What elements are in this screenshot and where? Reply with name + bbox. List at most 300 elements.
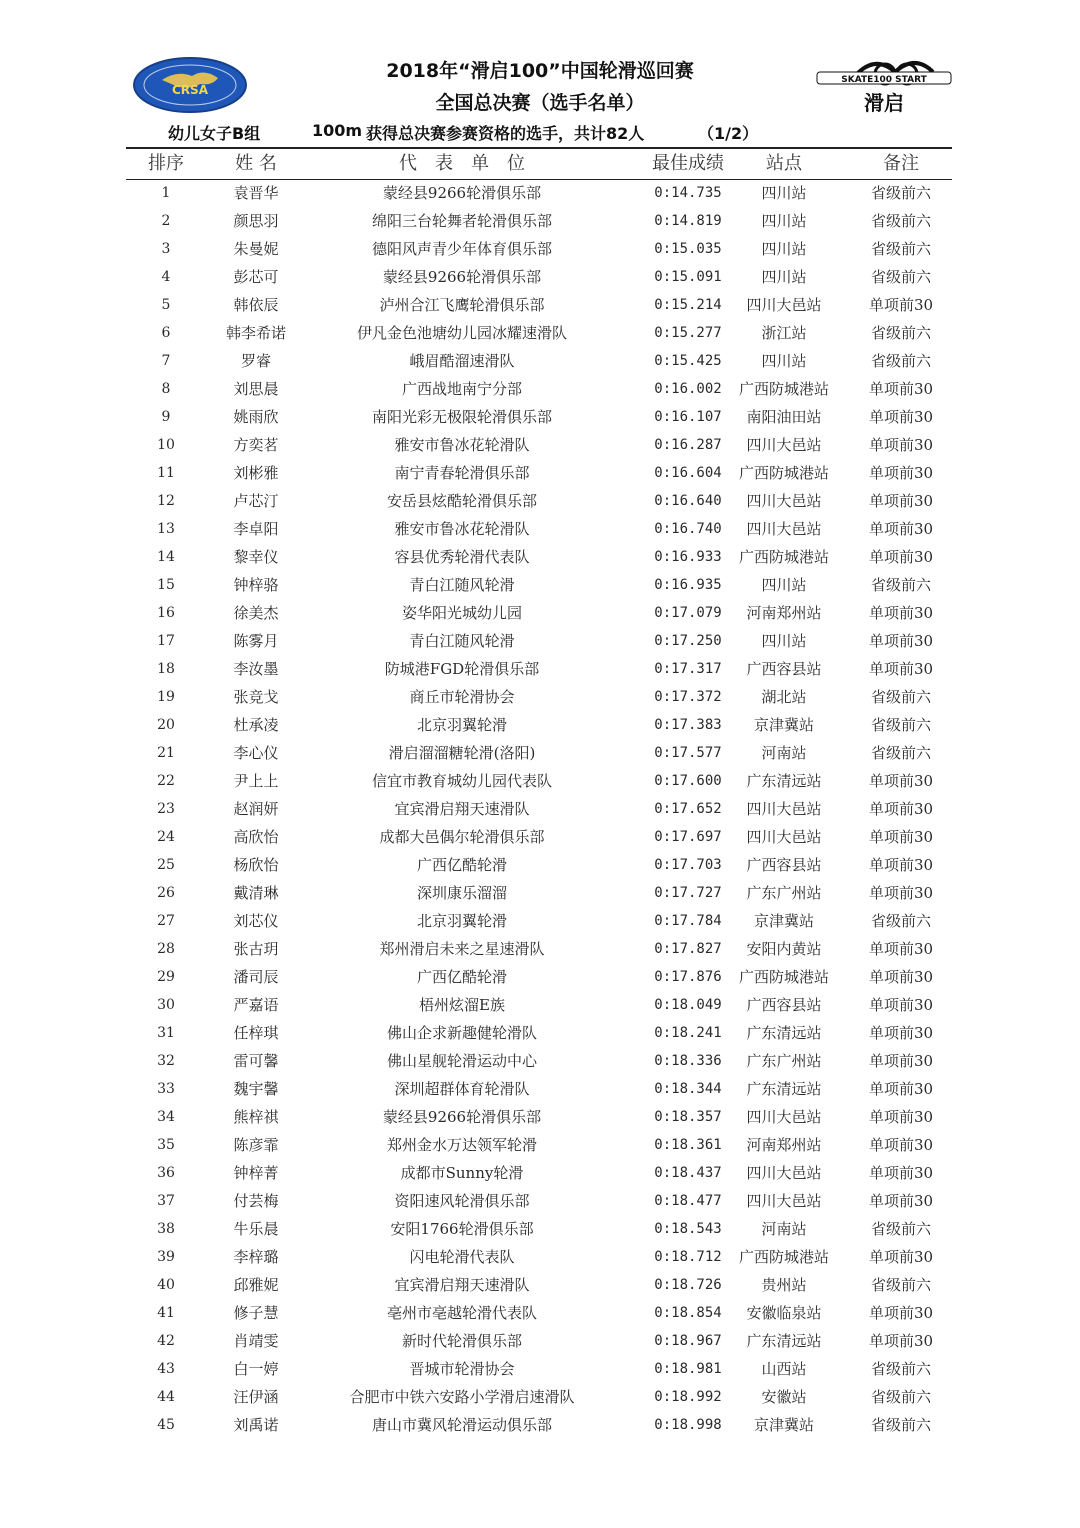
best-time-cell: 0:18.726 (654, 1277, 722, 1293)
rank-cell: 36 (157, 1165, 175, 1181)
column-header-rank: 排序 (148, 153, 184, 174)
station-cell: 广西容县站 (746, 856, 822, 874)
name-cell: 钟梓骆 (233, 576, 279, 594)
station-cell: 广东清远站 (746, 1024, 822, 1042)
best-time-cell: 0:17.727 (654, 885, 722, 901)
rank-cell: 11 (157, 465, 175, 481)
station-cell: 京津冀站 (753, 912, 814, 930)
name-cell: 张竞戈 (233, 688, 279, 706)
unit-cell: 青白江随风轮滑 (409, 632, 515, 650)
rank-cell: 2 (161, 213, 171, 229)
rank-cell: 17 (157, 633, 175, 649)
station-cell: 河南站 (761, 1220, 807, 1238)
unit-cell: 蒙经县9266轮滑俱乐部 (382, 268, 542, 286)
table-row (126, 179, 952, 207)
unit-cell: 雅安市鲁冰花轮滑队 (394, 436, 530, 454)
name-cell: 黎幸仪 (233, 548, 279, 566)
station-cell: 广东广州站 (746, 1052, 822, 1070)
table-row (126, 991, 952, 1019)
rank-cell: 1 (161, 185, 171, 201)
station-cell: 广西防城港站 (738, 464, 829, 482)
remark-cell: 单项前30 (868, 1192, 934, 1210)
table-row (126, 627, 952, 655)
best-time-cell: 0:18.336 (654, 1053, 722, 1069)
rank-cell: 20 (157, 717, 175, 733)
rank-cell: 30 (157, 997, 175, 1013)
remark-cell: 单项前30 (868, 464, 934, 482)
remark-cell: 单项前30 (868, 492, 934, 510)
unit-cell: 梧州炫溜E族 (419, 996, 505, 1014)
unit-cell: 安岳县炫酷轮滑俱乐部 (386, 492, 537, 510)
name-cell: 任梓琪 (233, 1024, 279, 1042)
station-cell: 四川大邑站 (746, 1164, 822, 1182)
name-cell: 汪伊涵 (233, 1388, 279, 1406)
remark-cell: 单项前30 (868, 884, 934, 902)
best-time-cell: 0:17.600 (654, 773, 722, 789)
remark-cell: 单项前30 (868, 1108, 934, 1126)
unit-cell: 绵阳三台轮舞者轮滑俱乐部 (371, 212, 552, 230)
rank-cell: 43 (157, 1361, 175, 1377)
table-row (126, 291, 952, 319)
table-row (126, 487, 952, 515)
name-cell: 杜承凌 (233, 716, 279, 734)
rank-cell: 26 (157, 885, 175, 901)
unit-cell: 信宜市教育城幼儿园代表队 (371, 772, 552, 790)
unit-cell: 青白江随风轮滑 (409, 576, 515, 594)
station-cell: 四川大邑站 (746, 520, 822, 538)
name-cell: 陈雾月 (233, 632, 279, 650)
remark-cell: 单项前30 (868, 436, 934, 454)
rank-cell: 5 (161, 297, 171, 313)
crsa-logo-text: CRSA (172, 83, 208, 97)
remark-cell: 单项前30 (868, 772, 934, 790)
best-time-cell: 0:15.277 (654, 325, 722, 341)
remark-cell: 省级前六 (870, 1276, 931, 1294)
remark-cell: 省级前六 (870, 1220, 931, 1238)
best-time-cell: 0:14.819 (654, 213, 722, 229)
remark-cell: 省级前六 (870, 576, 931, 594)
name-cell: 李卓阳 (233, 520, 279, 538)
unit-cell: 滑启溜溜糖轮滑(洛阳) (388, 744, 536, 762)
unit-cell: 商丘市轮滑协会 (409, 688, 515, 706)
table-row (126, 1327, 952, 1355)
table-row (126, 1131, 952, 1159)
station-cell: 四川大邑站 (746, 828, 822, 846)
name-cell: 陈彦霏 (233, 1136, 279, 1154)
rank-cell: 7 (161, 353, 171, 369)
station-cell: 四川站 (761, 240, 807, 258)
name-cell: 魏宇馨 (233, 1080, 279, 1098)
rank-cell: 42 (157, 1333, 175, 1349)
name-cell: 邱雅妮 (233, 1276, 279, 1294)
table-row (126, 319, 952, 347)
unit-cell: 蒙经县9266轮滑俱乐部 (382, 184, 542, 202)
remark-cell: 单项前30 (868, 1024, 934, 1042)
table-row (126, 235, 952, 263)
skate100-logo-cn: 滑启 (864, 91, 904, 115)
table-row (126, 823, 952, 851)
name-cell: 白一婷 (233, 1360, 279, 1378)
unit-cell: 佛山企求新趣健轮滑队 (386, 1024, 537, 1042)
name-cell: 刘彬雅 (233, 464, 279, 482)
table-row (126, 571, 952, 599)
column-header-best: 最佳成绩 (652, 153, 724, 174)
remark-cell: 省级前六 (870, 1416, 931, 1434)
name-cell: 潘司辰 (233, 968, 279, 986)
name-cell: 牛乐晨 (233, 1220, 279, 1238)
best-time-cell: 0:14.735 (654, 185, 722, 201)
unit-cell: 成都市Sunny轮滑 (400, 1164, 524, 1182)
table-row (126, 431, 952, 459)
rank-cell: 18 (157, 661, 175, 677)
rank-cell: 25 (157, 857, 175, 873)
column-header-name: 姓 名 (235, 153, 277, 174)
remark-cell: 单项前30 (868, 520, 934, 538)
table-row (126, 403, 952, 431)
unit-cell: 北京羽翼轮滑 (416, 912, 507, 930)
unit-cell: 安阳1766轮滑俱乐部 (390, 1220, 534, 1238)
remark-cell: 省级前六 (870, 688, 931, 706)
rank-cell: 28 (157, 941, 175, 957)
station-cell: 京津冀站 (753, 716, 814, 734)
rank-cell: 9 (161, 409, 171, 425)
results-table (126, 179, 952, 1439)
best-time-cell: 0:18.712 (654, 1249, 722, 1265)
name-cell: 卢芯汀 (233, 492, 279, 510)
name-cell: 彭芯可 (233, 268, 279, 286)
best-time-cell: 0:15.425 (654, 353, 722, 369)
remark-cell: 省级前六 (870, 324, 931, 342)
rank-cell: 44 (157, 1389, 175, 1405)
station-cell: 山西站 (761, 1360, 807, 1378)
station-cell: 四川站 (761, 576, 807, 594)
rank-cell: 13 (157, 521, 175, 537)
table-row (126, 1019, 952, 1047)
rank-cell: 40 (157, 1277, 175, 1293)
event-name: 100m (312, 121, 363, 140)
remark-cell: 省级前六 (870, 184, 931, 202)
name-cell: 肖靖雯 (233, 1332, 279, 1350)
name-cell: 严嘉语 (233, 996, 279, 1014)
remark-cell: 单项前30 (868, 856, 934, 874)
best-time-cell: 0:18.477 (654, 1193, 722, 1209)
station-cell: 四川大邑站 (746, 1192, 822, 1210)
remark-cell: 单项前30 (868, 1052, 934, 1070)
name-cell: 袁晋华 (233, 184, 279, 202)
best-time-cell: 0:17.250 (654, 633, 722, 649)
rank-cell: 4 (161, 269, 171, 285)
best-time-cell: 0:16.002 (654, 381, 722, 397)
name-cell: 李心仪 (233, 744, 279, 762)
remark-cell: 单项前30 (868, 296, 934, 314)
table-row (126, 1159, 952, 1187)
rank-cell: 8 (161, 381, 171, 397)
station-cell: 四川站 (761, 184, 807, 202)
station-cell: 广东广州站 (746, 884, 822, 902)
column-header-station: 站点 (766, 153, 802, 174)
rank-cell: 15 (157, 577, 175, 593)
unit-cell: 伊凡金色池塘幼儿园冰耀速滑队 (356, 324, 567, 342)
remark-cell: 单项前30 (868, 940, 934, 958)
station-cell: 四川大邑站 (746, 436, 822, 454)
remark-cell: 单项前30 (868, 1304, 934, 1322)
remark-cell: 单项前30 (868, 1164, 934, 1182)
station-cell: 贵州站 (761, 1276, 807, 1294)
table-row (126, 1383, 952, 1411)
best-time-cell: 0:16.640 (654, 493, 722, 509)
best-time-cell: 0:16.604 (654, 465, 722, 481)
station-cell: 广西容县站 (746, 996, 822, 1014)
name-cell: 刘禹诺 (233, 1416, 279, 1434)
rank-cell: 29 (157, 969, 175, 985)
table-row (126, 963, 952, 991)
rank-cell: 38 (157, 1221, 175, 1237)
best-time-cell: 0:18.967 (654, 1333, 722, 1349)
unit-cell: 峨眉酷溜速滑队 (409, 352, 515, 370)
remark-cell: 单项前30 (868, 632, 934, 650)
rank-cell: 33 (157, 1081, 175, 1097)
station-cell: 广西防城港站 (738, 968, 829, 986)
rank-cell: 10 (157, 437, 175, 453)
best-time-cell: 0:17.703 (654, 857, 722, 873)
remark-cell: 单项前30 (868, 996, 934, 1014)
name-cell: 尹上上 (233, 772, 279, 790)
unit-cell: 深圳康乐溜溜 (416, 884, 507, 902)
remark-cell: 省级前六 (870, 268, 931, 286)
unit-cell: 深圳超群体育轮滑队 (394, 1080, 530, 1098)
best-time-cell: 0:16.287 (654, 437, 722, 453)
station-cell: 四川站 (761, 352, 807, 370)
table-row (126, 599, 952, 627)
table-row (126, 1271, 952, 1299)
best-time-cell: 0:16.933 (654, 549, 722, 565)
table-row (126, 1075, 952, 1103)
name-cell: 雷可馨 (233, 1052, 279, 1070)
name-cell: 李汝墨 (233, 660, 279, 678)
best-time-cell: 0:18.241 (654, 1025, 722, 1041)
table-row (126, 767, 952, 795)
remark-cell: 单项前30 (868, 660, 934, 678)
station-cell: 河南站 (761, 744, 807, 762)
unit-cell: 新时代轮滑俱乐部 (401, 1332, 522, 1350)
rank-cell: 31 (157, 1025, 175, 1041)
best-time-cell: 0:18.992 (654, 1389, 722, 1405)
name-cell: 朱曼妮 (233, 240, 279, 258)
rank-cell: 37 (157, 1193, 175, 1209)
name-cell: 赵润妍 (233, 800, 279, 818)
best-time-cell: 0:17.577 (654, 745, 722, 761)
unit-cell: 宜宾滑启翔天速滑队 (394, 800, 530, 818)
best-time-cell: 0:16.740 (654, 521, 722, 537)
station-cell: 河南郑州站 (746, 604, 822, 622)
skate100-logo-text: SKATE100 START (841, 75, 927, 85)
station-cell: 广西防城港站 (738, 548, 829, 566)
name-cell: 杨欣怡 (233, 856, 279, 874)
name-cell: 修子慧 (233, 1304, 279, 1322)
remark-cell: 单项前30 (868, 1136, 934, 1154)
table-row (126, 711, 952, 739)
name-cell: 方奕茗 (233, 436, 279, 454)
name-cell: 戴清琳 (233, 884, 279, 902)
best-time-cell: 0:17.827 (654, 941, 722, 957)
name-cell: 钟梓菁 (233, 1164, 279, 1182)
unit-cell: 泸州合江飞鹰轮滑俱乐部 (379, 296, 545, 314)
table-row (126, 739, 952, 767)
station-cell: 四川站 (761, 268, 807, 286)
best-time-cell: 0:17.876 (654, 969, 722, 985)
station-cell: 广东清远站 (746, 772, 822, 790)
rank-cell: 14 (157, 549, 175, 565)
table-header (126, 150, 952, 178)
unit-cell: 广西战地南宁分部 (401, 380, 522, 398)
best-time-cell: 0:18.998 (654, 1417, 722, 1433)
unit-cell: 广西亿酷轮滑 (416, 968, 507, 986)
unit-cell: 郑州滑启未来之星速滑队 (379, 940, 545, 958)
best-time-cell: 0:16.935 (654, 577, 722, 593)
station-cell: 广东清远站 (746, 1080, 822, 1098)
remark-cell: 单项前30 (868, 408, 934, 426)
rank-cell: 32 (157, 1053, 175, 1069)
table-row (126, 543, 952, 571)
unit-cell: 南宁青春轮滑俱乐部 (394, 464, 530, 482)
unit-cell: 闪电轮滑代表队 (409, 1248, 515, 1266)
best-time-cell: 0:17.383 (654, 717, 722, 733)
rank-cell: 3 (161, 241, 171, 257)
remark-cell: 单项前30 (868, 800, 934, 818)
table-row (126, 1299, 952, 1327)
table-row (126, 1047, 952, 1075)
table-row (126, 1215, 952, 1243)
table-row (126, 459, 952, 487)
station-cell: 京津冀站 (753, 1416, 814, 1434)
unit-cell: 晋城市轮滑协会 (409, 1360, 515, 1378)
table-row (126, 683, 952, 711)
unit-cell: 郑州金水万达领军轮滑 (386, 1136, 537, 1154)
unit-cell: 南阳光彩无极限轮滑俱乐部 (371, 408, 552, 426)
unit-cell: 亳州市亳越轮滑代表队 (386, 1304, 537, 1322)
group-name: 幼儿女子B组 (168, 124, 261, 143)
station-cell: 南阳油田站 (746, 408, 822, 426)
station-cell: 广东清远站 (746, 1332, 822, 1350)
remark-cell: 单项前30 (868, 968, 934, 986)
rank-cell: 22 (157, 773, 175, 789)
name-cell: 罗睿 (240, 352, 271, 370)
remark-cell: 单项前30 (868, 828, 934, 846)
name-cell: 高欣怡 (233, 828, 279, 846)
best-time-cell: 0:17.784 (654, 913, 722, 929)
table-row (126, 1187, 952, 1215)
best-time-cell: 0:18.357 (654, 1109, 722, 1125)
best-time-cell: 0:16.107 (654, 409, 722, 425)
station-cell: 广西容县站 (746, 660, 822, 678)
best-time-cell: 0:17.652 (654, 801, 722, 817)
document-title: 2018年“滑启100”中国轮滑巡回赛 (386, 60, 694, 82)
remark-cell: 省级前六 (870, 1360, 931, 1378)
table-row (126, 375, 952, 403)
station-cell: 广西防城港站 (738, 1248, 829, 1266)
best-time-cell: 0:17.079 (654, 605, 722, 621)
name-cell: 刘芯仪 (233, 912, 279, 930)
remark-cell: 单项前30 (868, 1332, 934, 1350)
table-row (126, 207, 952, 235)
station-cell: 浙江站 (761, 324, 807, 342)
name-cell: 徐美杰 (233, 604, 279, 622)
unit-cell: 唐山市冀风轮滑运动俱乐部 (371, 1416, 552, 1434)
name-cell: 熊梓祺 (233, 1108, 279, 1126)
rank-cell: 34 (157, 1109, 175, 1125)
rank-cell: 39 (157, 1249, 175, 1265)
best-time-cell: 0:18.854 (654, 1305, 722, 1321)
station-cell: 安徽临泉站 (746, 1304, 822, 1322)
best-time-cell: 0:18.361 (654, 1137, 722, 1153)
unit-cell: 雅安市鲁冰花轮滑队 (394, 520, 530, 538)
station-cell: 四川大邑站 (746, 492, 822, 510)
page-indicator: （1/2） (698, 124, 759, 143)
rank-cell: 12 (157, 493, 175, 509)
unit-cell: 合肥市中铁六安路小学滑启速滑队 (349, 1388, 575, 1406)
table-row (126, 935, 952, 963)
rank-cell: 23 (157, 801, 175, 817)
rank-cell: 6 (161, 325, 171, 341)
table-row (126, 879, 952, 907)
best-time-cell: 0:18.437 (654, 1165, 722, 1181)
best-time-cell: 0:17.372 (654, 689, 722, 705)
unit-cell: 宜宾滑启翔天速滑队 (394, 1276, 530, 1294)
unit-cell: 蒙经县9266轮滑俱乐部 (382, 1108, 542, 1126)
name-cell: 付芸梅 (233, 1192, 279, 1210)
best-time-cell: 0:18.543 (654, 1221, 722, 1237)
table-row (126, 851, 952, 879)
station-cell: 四川大邑站 (746, 1108, 822, 1126)
station-cell: 河南郑州站 (746, 1136, 822, 1154)
rank-cell: 27 (157, 913, 175, 929)
rank-cell: 16 (157, 605, 175, 621)
table-row (126, 263, 952, 291)
unit-cell: 防城港FGD轮滑俱乐部 (384, 660, 540, 678)
station-cell: 四川站 (761, 212, 807, 230)
remark-cell: 单项前30 (868, 1080, 934, 1098)
best-time-cell: 0:18.344 (654, 1081, 722, 1097)
table-row (126, 1103, 952, 1131)
remark-cell: 单项前30 (868, 604, 934, 622)
name-cell: 颜思羽 (233, 212, 279, 230)
best-time-cell: 0:18.049 (654, 997, 722, 1013)
station-cell: 安阳内黄站 (746, 940, 822, 958)
remark-cell: 单项前30 (868, 1248, 934, 1266)
group-line (0, 121, 1080, 145)
station-cell: 广西防城港站 (738, 380, 829, 398)
table-row (126, 347, 952, 375)
unit-cell: 北京羽翼轮滑 (416, 716, 507, 734)
qualification-description: 获得总决赛参赛资格的选手，共计82人 (366, 124, 645, 143)
station-cell: 安徽站 (761, 1388, 807, 1406)
remark-cell: 省级前六 (870, 212, 931, 230)
rank-cell: 19 (157, 689, 175, 705)
remark-cell: 省级前六 (870, 1388, 931, 1406)
name-cell: 张古玥 (233, 940, 279, 958)
remark-cell: 省级前六 (870, 352, 931, 370)
rank-cell: 35 (157, 1137, 175, 1153)
best-time-cell: 0:15.214 (654, 297, 722, 313)
remark-cell: 单项前30 (868, 548, 934, 566)
best-time-cell: 0:17.317 (654, 661, 722, 677)
unit-cell: 资阳速风轮滑俱乐部 (394, 1192, 530, 1210)
remark-cell: 省级前六 (870, 240, 931, 258)
name-cell: 韩李希诺 (225, 324, 286, 342)
table-row (126, 795, 952, 823)
top-rule (126, 147, 952, 149)
document-subtitle: 全国总决赛（选手名单） (435, 92, 645, 114)
